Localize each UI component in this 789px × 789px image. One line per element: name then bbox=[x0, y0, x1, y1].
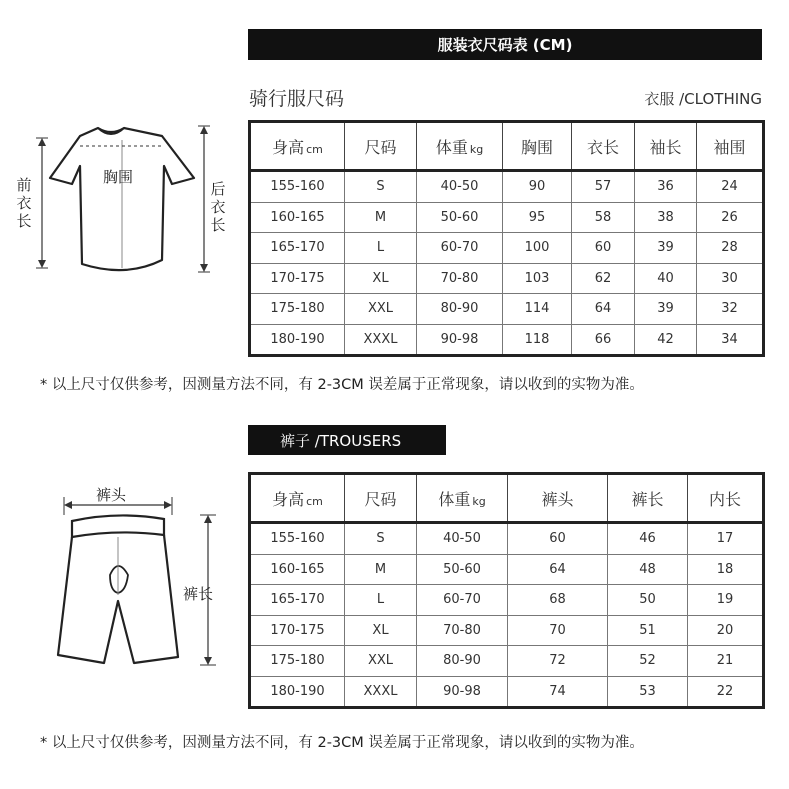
table-cell: L bbox=[345, 233, 417, 264]
table-cell: 62 bbox=[572, 263, 635, 294]
clothing-subtitle: 骑行服尺码 bbox=[249, 88, 345, 110]
table-cell: 165-170 bbox=[250, 585, 345, 616]
table-row bbox=[250, 202, 764, 233]
table-cell: 160-165 bbox=[250, 554, 345, 585]
table-cell: 53 bbox=[608, 676, 688, 708]
table-cell: 80-90 bbox=[417, 294, 503, 325]
table-cell: 39 bbox=[635, 294, 697, 325]
table-cell: 155-160 bbox=[250, 523, 345, 555]
table-cell: 68 bbox=[508, 585, 608, 616]
table-cell: 42 bbox=[635, 324, 697, 356]
table-cell: XL bbox=[345, 615, 417, 646]
column-header: 身高 cm bbox=[250, 474, 345, 523]
table-cell: 80-90 bbox=[417, 646, 508, 677]
table-cell: 70-80 bbox=[417, 615, 508, 646]
column-header: 裤长 bbox=[608, 474, 688, 523]
table-row bbox=[250, 646, 764, 677]
table-cell: XL bbox=[345, 263, 417, 294]
table-cell: 90-98 bbox=[417, 324, 503, 356]
table-cell: 180-190 bbox=[250, 324, 345, 356]
table-cell: 155-160 bbox=[250, 171, 345, 203]
table-cell: 40 bbox=[635, 263, 697, 294]
table-cell: S bbox=[345, 171, 417, 203]
column-header: 体重 kg bbox=[417, 474, 508, 523]
shorts-waist-label: 裤头 bbox=[96, 486, 127, 504]
table-row bbox=[250, 554, 764, 585]
clothing-subtitle-right: 衣服 /CLOTHING bbox=[644, 90, 762, 108]
table-cell: 18 bbox=[688, 554, 764, 585]
table-cell: 20 bbox=[688, 615, 764, 646]
table-cell: 50-60 bbox=[417, 554, 508, 585]
table-cell: 90-98 bbox=[417, 676, 508, 708]
table-cell: 51 bbox=[608, 615, 688, 646]
table-cell: 57 bbox=[572, 171, 635, 203]
table-cell: 52 bbox=[608, 646, 688, 677]
table-cell: 26 bbox=[697, 202, 764, 233]
column-header: 尺码 bbox=[345, 474, 417, 523]
table-cell: M bbox=[345, 554, 417, 585]
table-cell: 50 bbox=[608, 585, 688, 616]
column-header: 袖长 bbox=[635, 122, 697, 171]
table-row bbox=[250, 676, 764, 708]
clothing-size-table bbox=[248, 120, 765, 357]
table-cell: 60 bbox=[508, 523, 608, 555]
table-cell: 39 bbox=[635, 233, 697, 264]
table-cell: 34 bbox=[697, 324, 764, 356]
table-cell: 175-180 bbox=[250, 646, 345, 677]
table-cell: XXXL bbox=[345, 324, 417, 356]
table-cell: 165-170 bbox=[250, 233, 345, 264]
table-cell: 95 bbox=[503, 202, 572, 233]
table-cell: 170-175 bbox=[250, 263, 345, 294]
table-cell: 19 bbox=[688, 585, 764, 616]
column-header: 体重 kg bbox=[417, 122, 503, 171]
shorts-length-label: 裤长 bbox=[183, 585, 214, 603]
table-row bbox=[250, 324, 764, 356]
table-cell: 118 bbox=[503, 324, 572, 356]
table-cell: 32 bbox=[697, 294, 764, 325]
jersey-chest-label: 胸围 bbox=[103, 168, 134, 186]
jersey-diagram bbox=[14, 120, 234, 285]
column-header: 胸围 bbox=[503, 122, 572, 171]
table-cell: 38 bbox=[635, 202, 697, 233]
table-cell: 30 bbox=[697, 263, 764, 294]
table-cell: XXL bbox=[345, 646, 417, 677]
table-cell: XXL bbox=[345, 294, 417, 325]
table-cell: 40-50 bbox=[417, 523, 508, 555]
table-cell: 70 bbox=[508, 615, 608, 646]
trousers-disclaimer-note: * 以上尺寸仅供参考，因测量方法不同，有 2-3CM 误差属于正常现象，请以收到的实物为准。 bbox=[40, 735, 644, 751]
table-cell: 70-80 bbox=[417, 263, 503, 294]
table-cell: 21 bbox=[688, 646, 764, 677]
table-header-row bbox=[250, 474, 764, 523]
column-header: 尺码 bbox=[345, 122, 417, 171]
table-cell: 17 bbox=[688, 523, 764, 555]
table-cell: 40-50 bbox=[417, 171, 503, 203]
column-header: 身高 cm bbox=[250, 122, 345, 171]
column-header: 袖围 bbox=[697, 122, 764, 171]
jersey-front-length-label: 前 衣 长 bbox=[16, 176, 32, 230]
table-cell: XXXL bbox=[345, 676, 417, 708]
table-cell: M bbox=[345, 202, 417, 233]
table-cell: 74 bbox=[508, 676, 608, 708]
table-cell: 64 bbox=[508, 554, 608, 585]
column-header: 内长 bbox=[688, 474, 764, 523]
trousers-size-table bbox=[248, 472, 765, 709]
table-cell: 60-70 bbox=[417, 233, 503, 264]
table-row bbox=[250, 523, 764, 555]
table-cell: 22 bbox=[688, 676, 764, 708]
table-cell: 72 bbox=[508, 646, 608, 677]
table-cell: 24 bbox=[697, 171, 764, 203]
table-cell: 50-60 bbox=[417, 202, 503, 233]
table-cell: 46 bbox=[608, 523, 688, 555]
table-cell: 160-165 bbox=[250, 202, 345, 233]
clothing-disclaimer-note: * 以上尺寸仅供参考，因测量方法不同，有 2-3CM 误差属于正常现象，请以收到的实物为准。 bbox=[40, 377, 644, 393]
table-cell: 66 bbox=[572, 324, 635, 356]
table-header-row bbox=[250, 122, 764, 171]
table-cell: 48 bbox=[608, 554, 688, 585]
table-cell: 28 bbox=[697, 233, 764, 264]
table-cell: S bbox=[345, 523, 417, 555]
trousers-banner: 裤子 /TROUSERS bbox=[248, 425, 446, 455]
table-cell: 36 bbox=[635, 171, 697, 203]
table-cell: 60-70 bbox=[417, 585, 508, 616]
table-cell: 180-190 bbox=[250, 676, 345, 708]
table-cell: 60 bbox=[572, 233, 635, 264]
column-header: 裤头 bbox=[508, 474, 608, 523]
table-row bbox=[250, 615, 764, 646]
table-row bbox=[250, 233, 764, 264]
table-cell: 170-175 bbox=[250, 615, 345, 646]
table-cell: 100 bbox=[503, 233, 572, 264]
size-chart-title: 服装衣尺码表 (CM) bbox=[248, 29, 762, 60]
jersey-back-length-label: 后 衣 长 bbox=[210, 180, 226, 234]
table-row bbox=[250, 585, 764, 616]
table-cell: 64 bbox=[572, 294, 635, 325]
table-cell: L bbox=[345, 585, 417, 616]
table-cell: 103 bbox=[503, 263, 572, 294]
table-row bbox=[250, 294, 764, 325]
table-cell: 58 bbox=[572, 202, 635, 233]
column-header: 衣长 bbox=[572, 122, 635, 171]
table-cell: 114 bbox=[503, 294, 572, 325]
table-cell: 90 bbox=[503, 171, 572, 203]
table-row bbox=[250, 171, 764, 203]
table-row bbox=[250, 263, 764, 294]
table-cell: 175-180 bbox=[250, 294, 345, 325]
